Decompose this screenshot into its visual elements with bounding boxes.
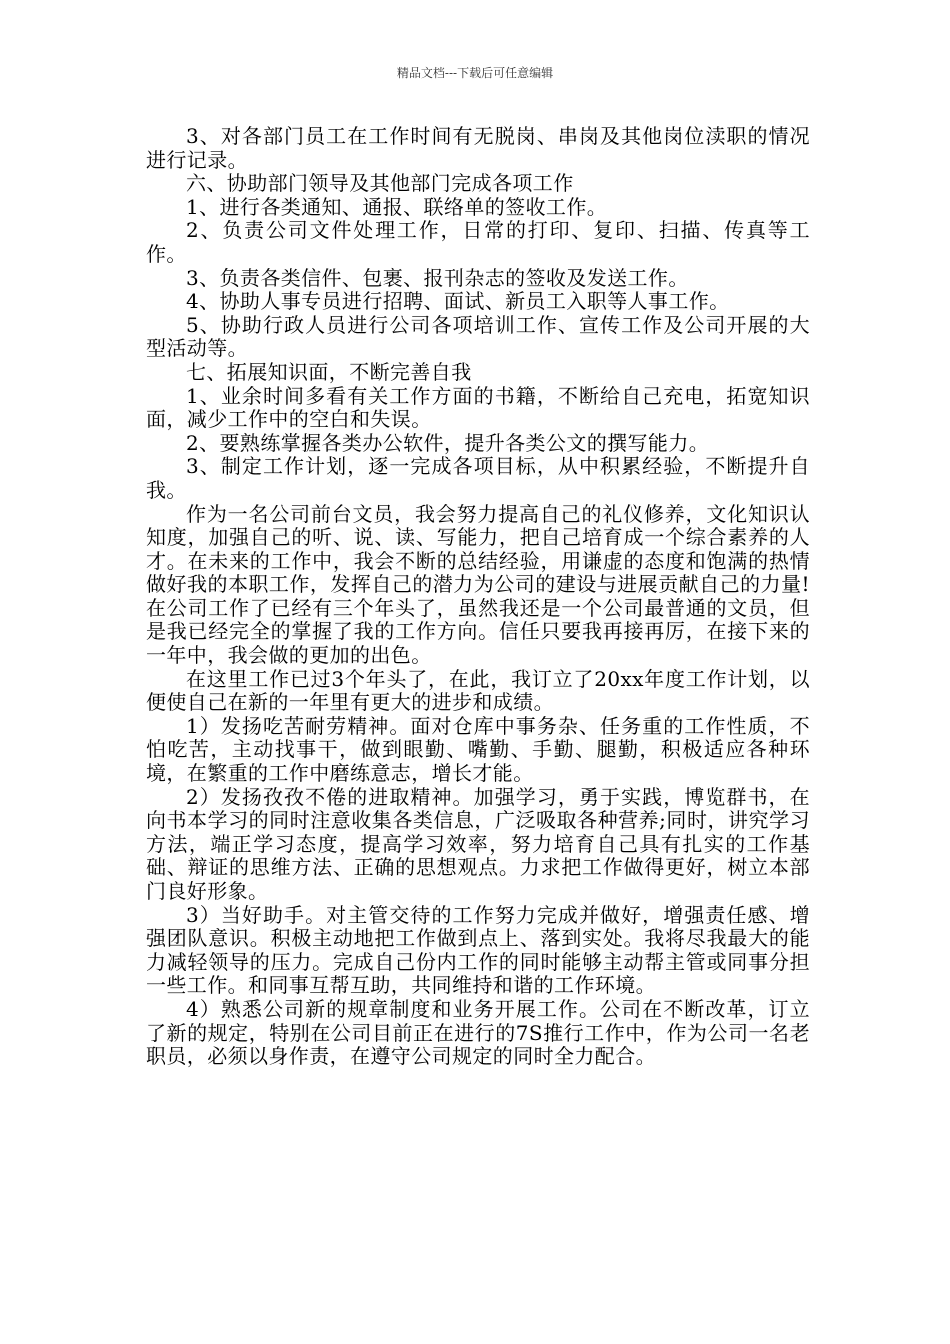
paragraph: 2）发扬孜孜不倦的进取精神。加强学习，勇于实践，博览群书，在向书本学习的同时注意收集各类信息，广泛吸取各种营养;同时，讲究学习方法，端正学习态度，提高学习效率，努力培育自己具有扎实的工作基础、辩证的思维方法、正确的思想观点。力求把工作做得更好，树立本部门良好形象。 bbox=[146, 784, 810, 903]
paragraph: 5、协助行政人员进行公司各项培训工作、宣传工作及公司开展的大型活动等。 bbox=[146, 312, 810, 361]
paragraph: 4）熟悉公司新的规章制度和业务开展工作。公司在不断改革，订立了新的规定，特别在公司目前正在进行的7S推行工作中，作为公司一名老职员，必须以身作责，在遵守公司规定的同时全力配合。 bbox=[146, 996, 810, 1069]
paragraph: 3、对各部门员工在工作时间有无脱岗、串岗及其他岗位渎职的情况进行记录。 bbox=[146, 124, 810, 172]
paragraph: 在这里工作已过3个年头了，在此，我订立了20xx年度工作计划，以便使自己在新的一年里有更大的进步和成绩。 bbox=[146, 666, 810, 715]
paragraph: 1）发扬吃苦耐劳精神。面对仓库中事务杂、任务重的工作性质，不怕吃苦，主动找事干，做到眼勤、嘴勤、手勤、腿勤，积极适应各种环境，在繁重的工作中磨练意志，增长才能。 bbox=[146, 713, 810, 786]
paragraph: 作为一名公司前台文员，我会努力提高自己的礼仪修养，文化知识认知度，加强自己的听、说、读、写能力，把自己培育成一个综合素养的人才。在未来的工作中，我会不断的总结经验，用谦虚的态度和饱满的热情做好我的本职工作，发挥自己的潜力为公司的建设与进展贡献自己的力量! 在公司工作了已经有三个年头了，虽然我还是一个公司最普通的文员，但是我已经完全的掌握了我的工作方向。信任只要我再接再厉，在接下来的一年中，我会做的更加的出色。 bbox=[146, 501, 810, 668]
document-body bbox=[146, 125, 810, 1069]
paragraph: 2、要熟练掌握各类办公软件，提升各类公文的撰写能力。 bbox=[186, 430, 710, 455]
paragraph: 2、负责公司文件处理工作，日常的打印、复印、扫描、传真等工作。 bbox=[146, 218, 810, 266]
paragraph: 3）当好助手。对主管交待的工作努力完成并做好，增强责任感、增强团队意识。积极主动地把工作做到点上、落到实处。我将尽我最大的能力减轻领导的压力。完成自己份内工作的同时能够主动帮主管或同事分担一些工作。和同事互帮互助，共同维持和谐的工作环境。 bbox=[146, 902, 810, 998]
paragraph: 1、业余时间多看有关工作方面的书籍，不断给自己充电，拓宽知识面，减少工作中的空白和失误。 bbox=[146, 383, 810, 432]
section-heading: 六、协助部门领导及其他部门完成各项工作 bbox=[186, 171, 574, 196]
paragraph: 4、协助人事专员进行招聘、面试、新员工入职等人事工作。 bbox=[186, 289, 730, 314]
section-heading: 七、拓展知识面，不断完善自我 bbox=[186, 359, 472, 384]
paragraph: 3、负责各类信件、包裹、报刊杂志的签收及发送工作。 bbox=[186, 265, 689, 290]
paragraph: 3、制定工作计划，逐一完成各项目标，从中积累经验，不断提升自我。 bbox=[146, 454, 810, 502]
page-header: 精品文档---下载后可任意编辑 bbox=[396, 66, 554, 80]
paragraph: 1、进行各类通知、通报、联络单的签收工作。 bbox=[186, 194, 608, 219]
